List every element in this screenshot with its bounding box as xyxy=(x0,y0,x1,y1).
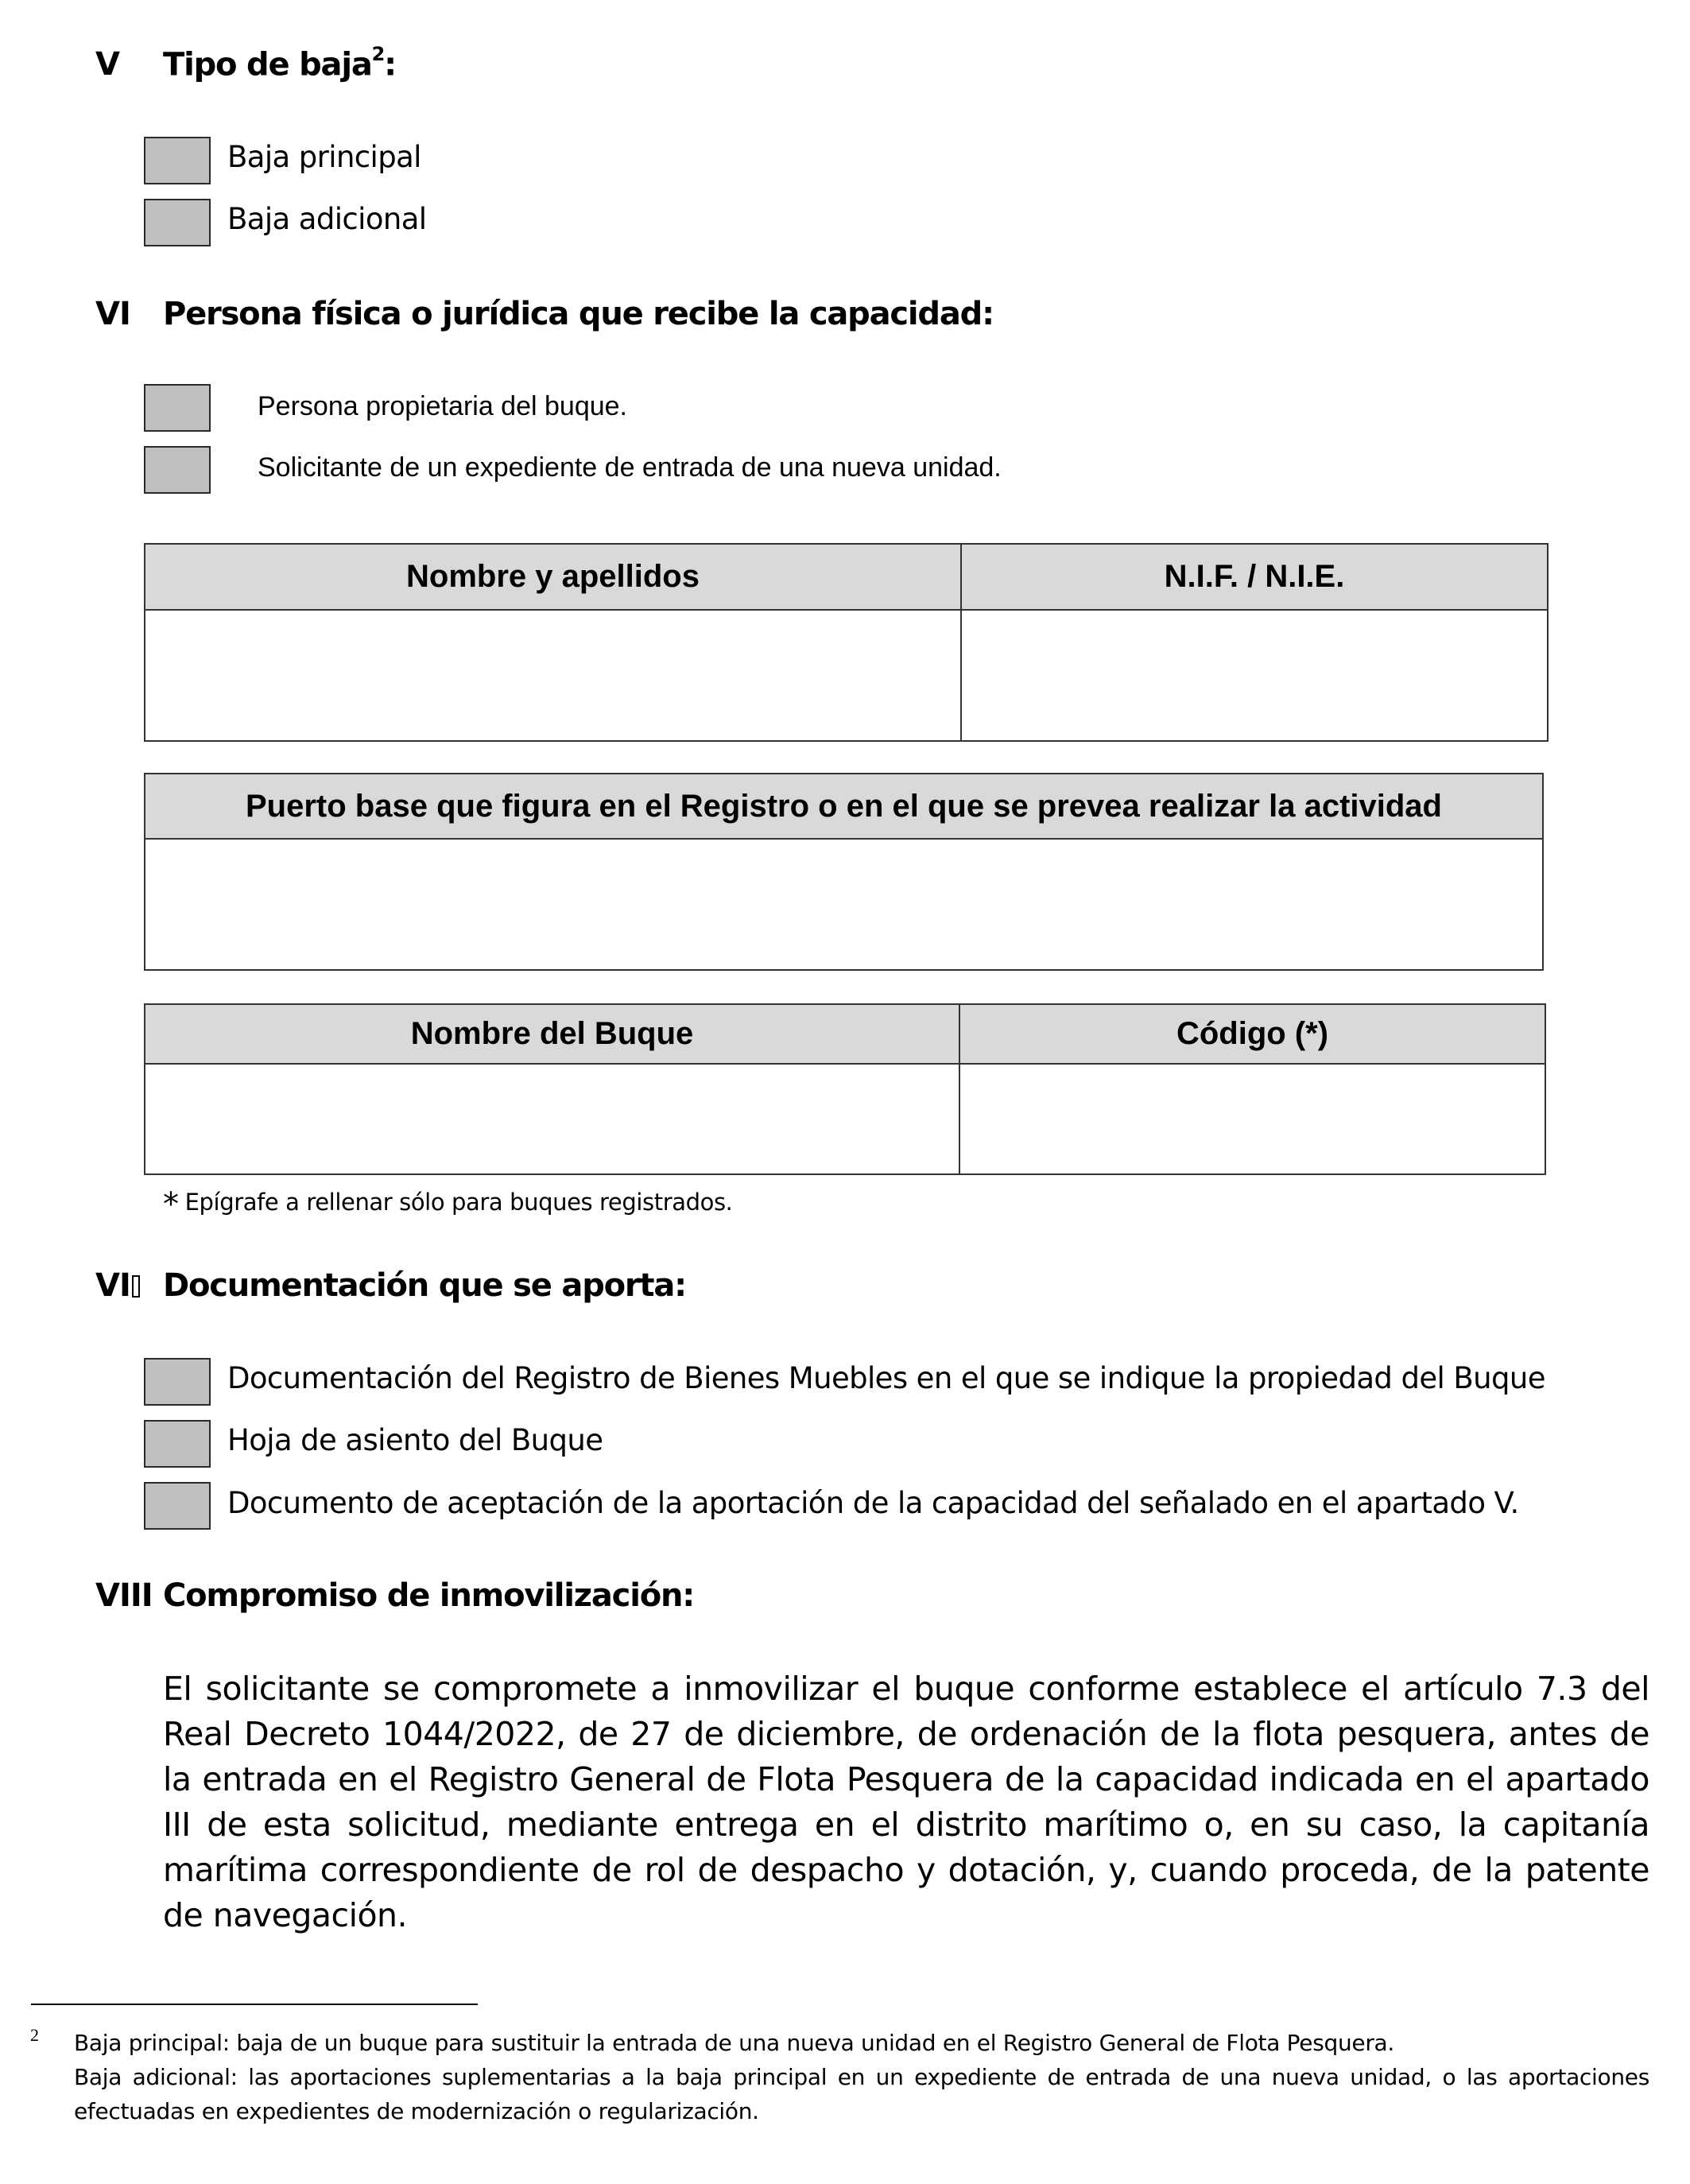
checkbox-baja-adicional[interactable] xyxy=(144,199,211,246)
section-v-title-suffix: : xyxy=(384,46,396,83)
section-vii-number-text: VI xyxy=(95,1267,130,1304)
field-puerto-base[interactable] xyxy=(145,839,1543,970)
table-port xyxy=(144,773,1544,971)
header-nombre-buque: Nombre del Buque xyxy=(145,1004,959,1064)
header-nombre-apellidos: Nombre y apellidos xyxy=(145,544,961,610)
asterisk: * xyxy=(163,1186,179,1223)
header-puerto-base: Puerto base que figura en el Registro o en el que se prevea realizar la actividad xyxy=(145,774,1543,839)
section-v-number: V xyxy=(95,46,119,83)
table-person xyxy=(144,543,1549,742)
missing-glyph-icon xyxy=(132,1275,140,1298)
section-vi-title: Persona física o jurídica que recibe la capacidad: xyxy=(163,296,994,332)
footnote-ref[interactable]: 2 xyxy=(371,43,385,65)
footnote-text xyxy=(74,2026,1649,2128)
checkbox-doc-aceptacion[interactable] xyxy=(144,1482,211,1530)
label-doc-registro-bienes-muebles: Documentación del Registro de Bienes Muebles en el que se indique la propiedad del Buque xyxy=(227,1361,1545,1395)
label-solicitante-expediente: Solicitante de un expediente de entrada de una nueva unidad. xyxy=(258,452,1002,483)
checkbox-solicitante-expediente[interactable] xyxy=(144,446,211,494)
field-nif-nie[interactable] xyxy=(961,610,1548,741)
commitment-paragraph: El solicitante se compromete a inmovilizar el buque conforme establece el artículo 7.3 del Real Decreto 1044/2022, de 27 de diciembre, de ordenación de la flota pesquera, antes de la entrada en el Registro General de Flota Pesquera de la capacidad indicada en el apartado III de esta solicitud, mediante entrega en el distrito marítimo o, en su caso, la capitanía marítima correspondiente de rol de despacho y dotación, y, cuando proceda, de la patente de navegación. xyxy=(163,1670,1649,1934)
header-codigo: Código (*) xyxy=(959,1004,1545,1064)
note-text: Epígrafe a rellenar sólo para buques registrados. xyxy=(184,1189,733,1216)
section-vii-number xyxy=(95,1267,140,1304)
header-nif-nie: N.I.F. / N.I.E. xyxy=(961,544,1548,610)
section-viii-title: Compromiso de inmovilización: xyxy=(163,1577,695,1614)
section-vi-number: VI xyxy=(95,296,130,332)
section-vii-title: Documentación que se aporta: xyxy=(163,1267,686,1304)
label-baja-adicional: Baja adicional xyxy=(227,202,427,236)
label-baja-principal: Baja principal xyxy=(227,140,421,174)
section-viii-number: VIII xyxy=(95,1577,153,1614)
checkbox-baja-principal[interactable] xyxy=(144,137,211,184)
checkbox-hoja-asiento[interactable] xyxy=(144,1420,211,1468)
field-nombre-apellidos[interactable] xyxy=(145,610,961,741)
footnote-separator xyxy=(31,2004,478,2005)
label-doc-aceptacion: Documento de aceptación de la aportación de la capacidad del señalado en el apartado V. xyxy=(227,1486,1519,1520)
footnote-line-baja-adicional: Baja adicional: las aportaciones suplementarias a la baja principal en un expediente de entrada de una nueva unidad, o las aportaciones efectuadas en expedientes de modernización o regularización. xyxy=(74,2064,1649,2124)
section-v-title-text: Tipo de baja xyxy=(163,46,372,83)
checkbox-doc-registro-bienes-muebles[interactable] xyxy=(144,1358,211,1406)
registered-vessel-note xyxy=(163,1181,733,1223)
checkbox-persona-propietaria[interactable] xyxy=(144,384,211,432)
table-vessel xyxy=(144,1003,1546,1175)
field-nombre-buque[interactable] xyxy=(145,1064,959,1174)
section-v-title xyxy=(163,43,396,83)
label-hoja-asiento: Hoja de asiento del Buque xyxy=(227,1423,603,1457)
footnote-line-baja-principal: Baja principal: baja de un buque para sustituir la entrada de una nueva unidad en el Registro General de Flota Pesquera. xyxy=(74,2030,1394,2056)
label-persona-propietaria: Persona propietaria del buque. xyxy=(258,391,627,421)
footnote-mark: 2 xyxy=(30,2025,39,2045)
field-codigo[interactable] xyxy=(959,1064,1545,1174)
